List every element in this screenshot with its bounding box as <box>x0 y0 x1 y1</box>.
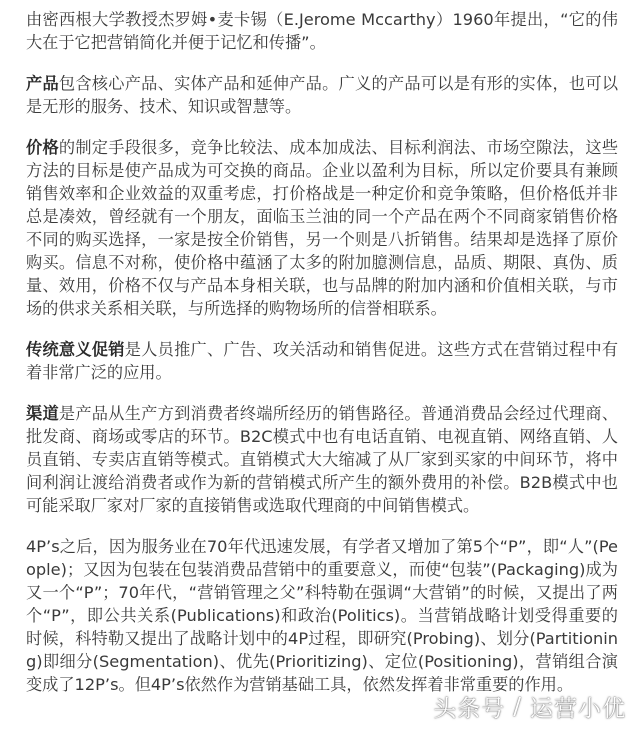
paragraph-extension <box>26 535 618 696</box>
article-body <box>26 8 618 714</box>
paragraph-term: 传统意义促销 <box>26 340 125 359</box>
paragraph-text: 是产品从生产方到消费者终端所经历的销售路径。普通消费品会经过代理商、批发商、商场或零店的环节。B2C模式中也有电话直销、电视直销、网络直销、人员直销、专卖店直销等模式。直销模式大大缩减了从厂家到买家的中间环节，将中间利润让渡给消费者或作为新的营销模式所产生的额外费用的补偿。B2B模式中也可能采取厂家对厂家的直接销售或选取代理商的中间销售模式。 <box>26 404 619 515</box>
paragraph-text: 包含核心产品、实体产品和延伸产品。广义的产品可以是有形的实体，也可以是无形的服务、技术、知识或智慧等。 <box>26 74 619 116</box>
paragraph-channel <box>26 402 618 517</box>
watermark-source: 头条号 <box>433 696 506 722</box>
watermark-separator: / <box>513 693 522 720</box>
paragraph-promotion <box>26 338 618 384</box>
paragraph-product <box>26 72 618 118</box>
paragraph-term: 价格 <box>26 138 59 157</box>
watermark-author: 运营小优 <box>530 696 626 722</box>
paragraph-term: 渠道 <box>26 404 59 423</box>
paragraph-text: 4P’s之后，因为服务业在70年代迅速发展，有学者又增加了第5个“P”，即“人”(People)；又因为包装在包装消费品营销中的重要意义，而使“包装”(Packaging)成为又一个“P”；70年代，“营销管理之父”科特勒在强调“大营销”的时候，又提出了两个“P”，即公共关系(Publications)和政治(Politics)。当营销战略计划受得重要的时候，科特勒又提出了战略计划中的4P过程，即研究(Probing)、划分(Partitioning)即细分(Segmentation)、优先(Prioritizing)、定位(Positioning)，营销组合演变成了12P’s。但4P’s依然作为营销基础工具，依然发挥着非常重要的作用。 <box>26 537 618 694</box>
paragraph-intro <box>26 8 618 54</box>
paragraph-text: 由密西根大学教授杰罗姆•麦卡锡（E.Jerome Mccarthy）1960年提出，“它的伟大在于它把营销简化并便于记忆和传播”。 <box>26 10 618 52</box>
paragraph-price <box>26 136 618 320</box>
paragraph-term: 产品 <box>26 74 59 93</box>
paragraph-text: 的制定手段很多，竞争比较法、成本加成法、目标利润法、市场空隙法，这些方法的目标是使产品成为可交换的商品。企业以盈利为目标，所以定价要具有兼顾销售效率和企业效益的双重考虑，打价格战是一种定价和竞争策略，但价格低并非总是凑效，曾经就有一个朋友，面临玉兰油的同一个产品在两个不同商家销售价格不同的购买选择，一家是按全价销售，另一个则是八折销售。结果却是选择了原价购买。信息不对称，使价格中蕴涵了太多的附加臆测信息，品质、期限、真伪、质量、效用，价格不仅与产品本身相关联，也与品牌的附加内涵和价值相关联，与市场的供求关系相关联，与所选择的购物场所的信誉相联系。 <box>26 138 619 318</box>
paragraph-text: 是人员推广、广告、攻关活动和销售促进。这些方式在营销过程中有着非常广泛的应用。 <box>26 340 619 382</box>
watermark <box>433 690 626 723</box>
